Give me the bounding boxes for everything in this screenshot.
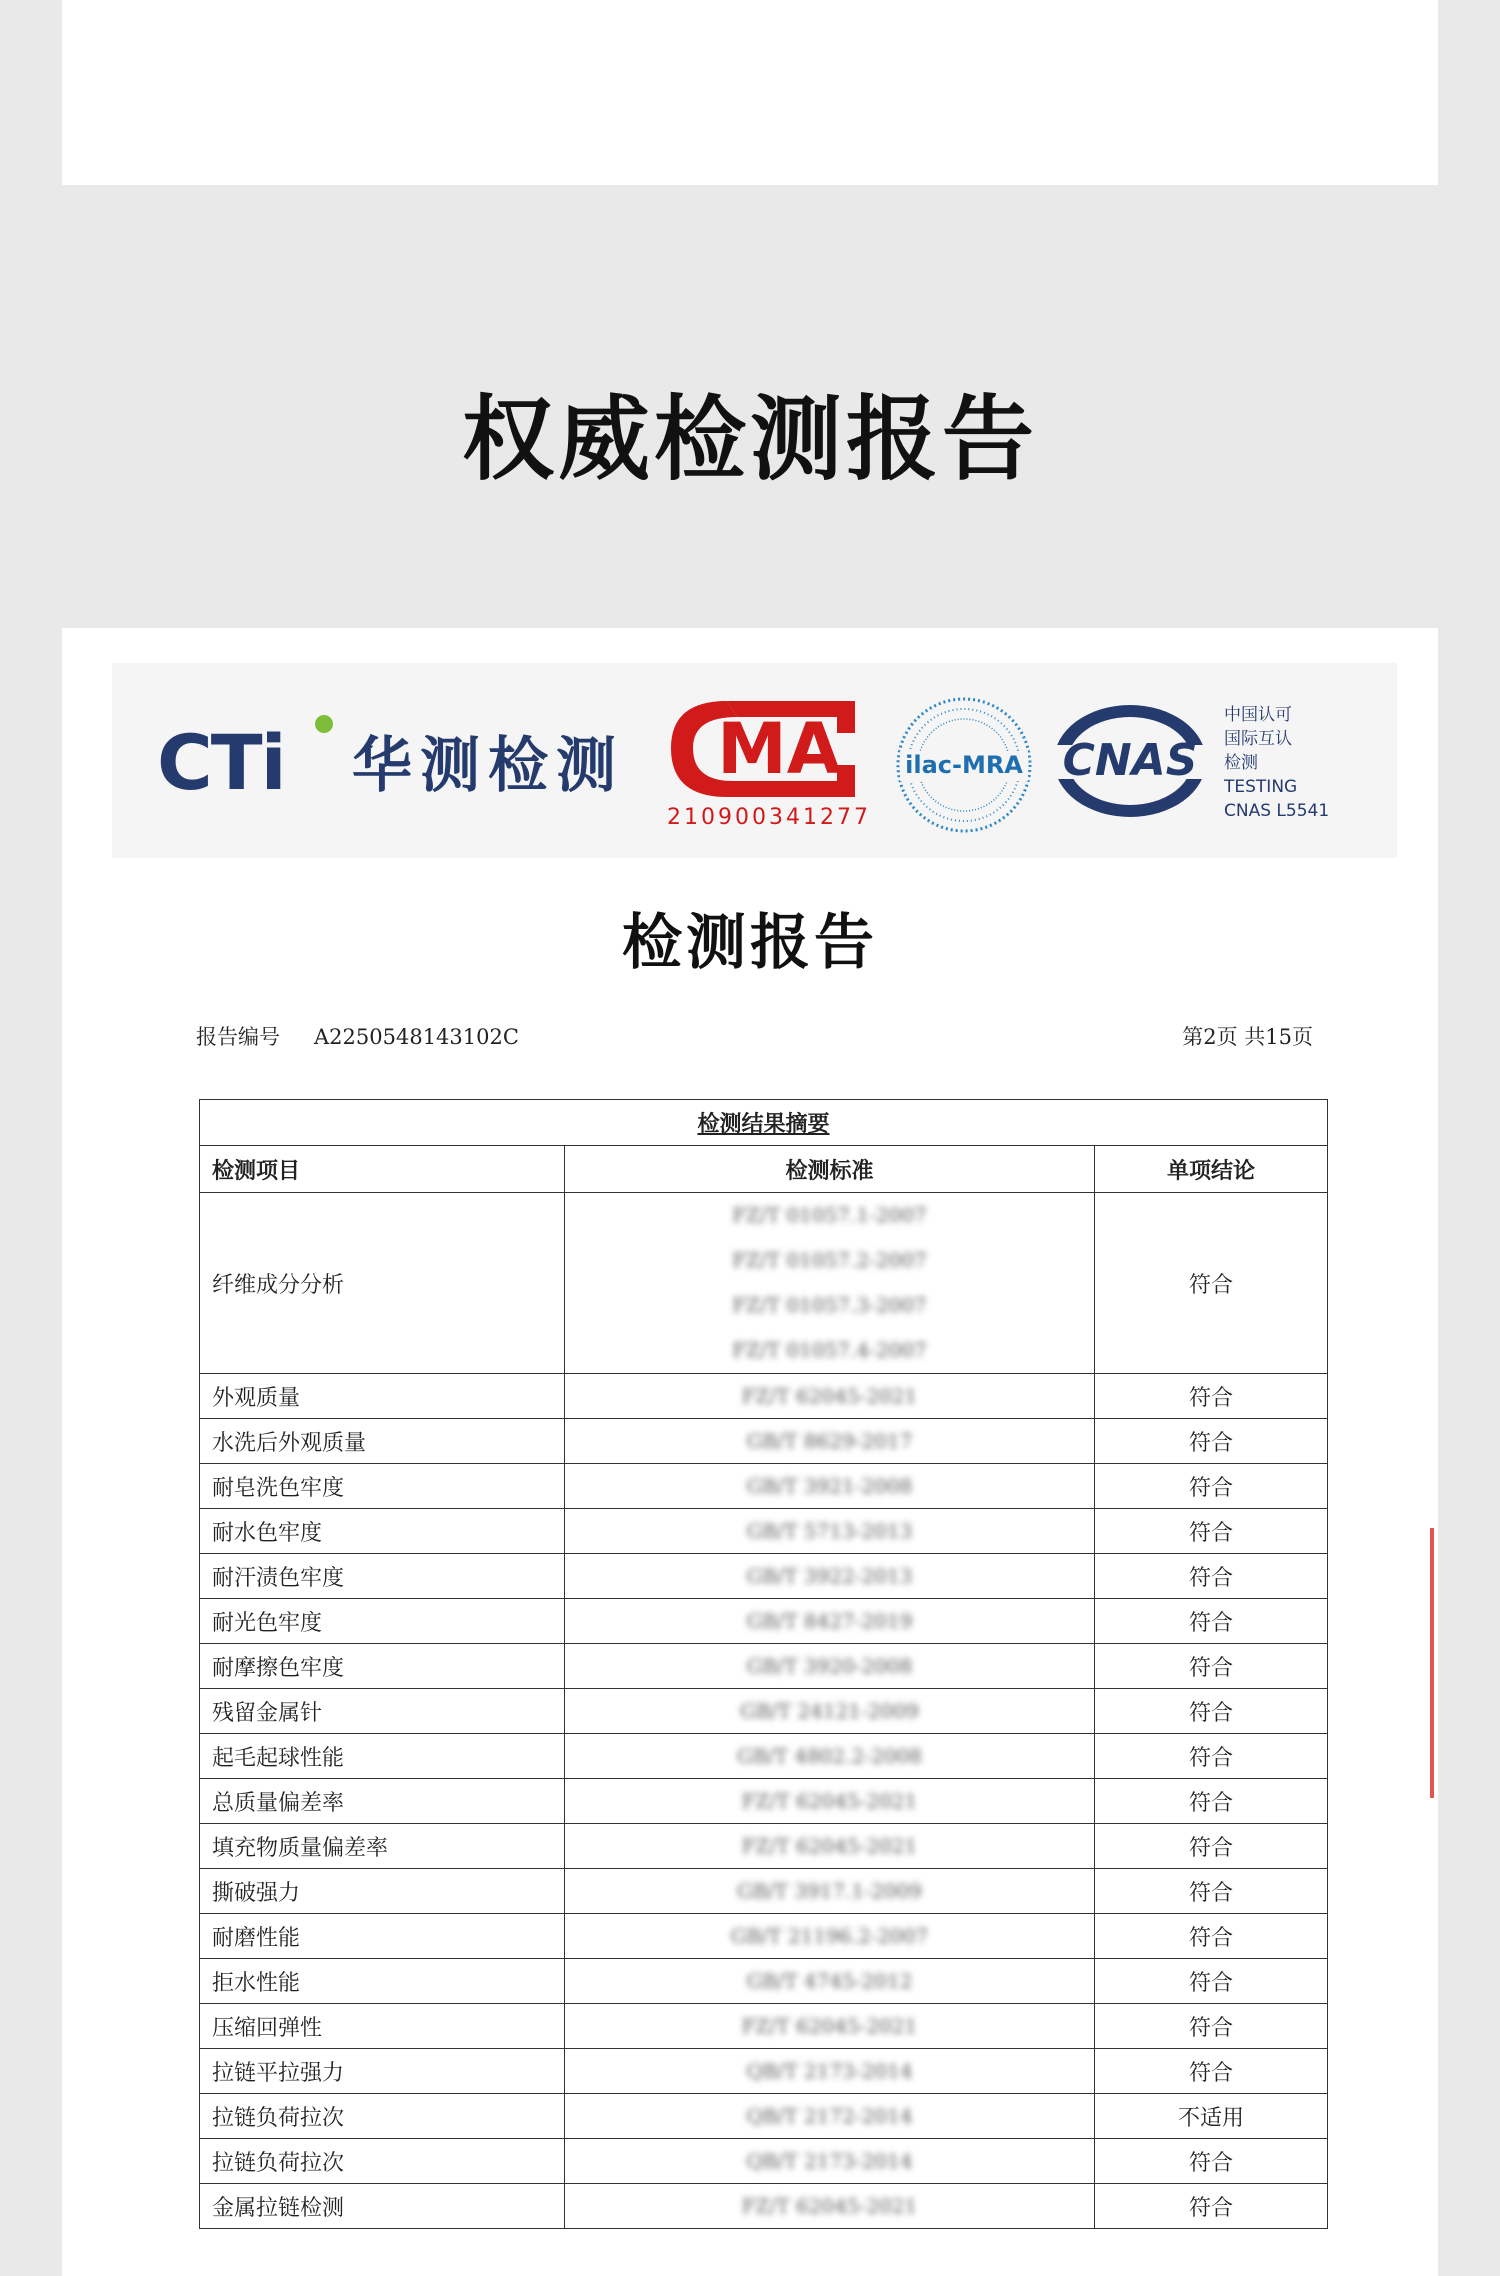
- row-standard: GB/T 8629-2017: [565, 1419, 1095, 1464]
- row-item: 外观质量: [200, 1374, 565, 1419]
- table-row: [200, 1374, 1328, 1419]
- row-standard: GB/T 8427-2019: [565, 1599, 1095, 1644]
- table-row: [200, 2094, 1328, 2139]
- row-standard: FZ/T 62045-2021: [565, 2004, 1095, 2049]
- row-item: 耐磨性能: [200, 1914, 565, 1959]
- row-item: 水洗后外观质量: [200, 1419, 565, 1464]
- row-standard: GB/T 3922-2013: [565, 1554, 1095, 1599]
- cma-logo: [667, 693, 871, 835]
- row-standard: FZ/T 62045-2021: [565, 1374, 1095, 1419]
- svg-text:ilac-MRA: ilac-MRA: [905, 751, 1023, 779]
- ilac-mra-logo: [894, 695, 1034, 835]
- row-item: 拉链平拉强力: [200, 2049, 565, 2094]
- row-item: 残留金属针: [200, 1689, 565, 1734]
- row-standard: GB/T 24121-2009: [565, 1689, 1095, 1734]
- row-item: 耐摩擦色牢度: [200, 1644, 565, 1689]
- row-result: 符合: [1095, 1779, 1328, 1824]
- table-row: [200, 1869, 1328, 1914]
- row-result: 不适用: [1095, 2094, 1328, 2139]
- row-result: 符合: [1095, 2004, 1328, 2049]
- row-item: 压缩回弹性: [200, 2004, 565, 2049]
- cti-logo: CTi: [157, 718, 285, 807]
- cti-logo-dot: [315, 715, 333, 733]
- table-row: [200, 1779, 1328, 1824]
- row-item: 金属拉链检测: [200, 2184, 565, 2229]
- row-result: 符合: [1095, 1464, 1328, 1509]
- table-row: [200, 1689, 1328, 1734]
- table-row: [200, 2184, 1328, 2229]
- row-standard: FZ/T 62045-2021: [565, 1779, 1095, 1824]
- row-result: 符合: [1095, 1193, 1328, 1374]
- row-standard: GB/T 3917.1-2009: [565, 1869, 1095, 1914]
- table-header-row: [200, 1146, 1328, 1193]
- table-row: [200, 1509, 1328, 1554]
- row-item: 撕破强力: [200, 1869, 565, 1914]
- row-item: 耐皂洗色牢度: [200, 1464, 565, 1509]
- row-standard: GB/T 4745-2012: [565, 1959, 1095, 2004]
- section-heading: 权威检测报告: [461, 386, 1038, 493]
- table-row: [200, 1193, 1328, 1374]
- row-item: 纤维成分分析: [200, 1193, 565, 1374]
- row-result: 符合: [1095, 2049, 1328, 2094]
- previous-card: [62, 0, 1438, 185]
- header-standard: 检测标准: [565, 1146, 1095, 1193]
- row-standard: GB/T 3920-2008: [565, 1644, 1095, 1689]
- row-item: 拉链负荷拉次: [200, 2094, 565, 2139]
- row-result: 符合: [1095, 1734, 1328, 1779]
- row-result: 符合: [1095, 1644, 1328, 1689]
- results-table: [199, 1099, 1328, 2229]
- table-row: [200, 2139, 1328, 2184]
- report-number-label: 报告编号: [196, 1025, 280, 1049]
- row-item: 填充物质量偏差率: [200, 1824, 565, 1869]
- cti-logo-chinese: 华测检测: [352, 731, 624, 801]
- header-result: 单项结论: [1095, 1146, 1328, 1193]
- svg-text:MA: MA: [717, 708, 841, 790]
- table-row: [200, 2004, 1328, 2049]
- row-standard: GB/T 4802.2-2008: [565, 1734, 1095, 1779]
- table-row: [200, 1464, 1328, 1509]
- row-item: 耐光色牢度: [200, 1599, 565, 1644]
- report-number: [196, 1021, 519, 1051]
- row-item: 起毛起球性能: [200, 1734, 565, 1779]
- row-result: 符合: [1095, 1599, 1328, 1644]
- svg-text:CNAS: CNAS: [1062, 735, 1198, 786]
- row-result: 符合: [1095, 1419, 1328, 1464]
- header-item: 检测项目: [200, 1146, 565, 1193]
- seal-stamp-edge: [1430, 1528, 1438, 1798]
- logo-band: [112, 663, 1397, 858]
- page-info: 第2页 共15页: [1182, 1025, 1313, 1049]
- report-image: [62, 628, 1438, 2276]
- row-result: 符合: [1095, 1824, 1328, 1869]
- row-item: 耐汗渍色牢度: [200, 1554, 565, 1599]
- row-result: 符合: [1095, 1374, 1328, 1419]
- row-result: 符合: [1095, 1869, 1328, 1914]
- row-standard: FZ/T 01057.1-2007 FZ/T 01057.2-2007 FZ/T 01057.3-2007 FZ/T 01057.4-2007: [565, 1193, 1095, 1374]
- table-row: [200, 1644, 1328, 1689]
- row-result: 符合: [1095, 2139, 1328, 2184]
- row-result: 符合: [1095, 1509, 1328, 1554]
- table-row: [200, 1959, 1328, 2004]
- table-row: [200, 1914, 1328, 1959]
- row-result: 符合: [1095, 2184, 1328, 2229]
- row-result: 符合: [1095, 1914, 1328, 1959]
- cma-number: 210900341277: [667, 805, 871, 830]
- row-standard: QB/T 2173-2014: [565, 2139, 1095, 2184]
- row-item: 拒水性能: [200, 1959, 565, 2004]
- row-item: 耐水色牢度: [200, 1509, 565, 1554]
- table-row: [200, 2049, 1328, 2094]
- row-standard: FZ/T 62045-2021: [565, 1824, 1095, 1869]
- table-row: [200, 1419, 1328, 1464]
- row-standard: GB/T 3921-2008: [565, 1464, 1095, 1509]
- row-standard: GB/T 21196.2-2007: [565, 1914, 1095, 1959]
- row-standard: QB/T 2173-2014: [565, 2049, 1095, 2094]
- row-standard: QB/T 2172-2014: [565, 2094, 1095, 2139]
- report-number-value: A2250548143102C: [314, 1025, 519, 1049]
- row-result: 符合: [1095, 1554, 1328, 1599]
- cnas-info: 中国认可 国际互认 检测 TESTING CNAS L5541: [1224, 705, 1330, 821]
- table-row: [200, 1599, 1328, 1644]
- table-row: [200, 1554, 1328, 1599]
- row-standard: FZ/T 62045-2021: [565, 2184, 1095, 2229]
- row-standard: GB/T 5713-2013: [565, 1509, 1095, 1554]
- row-result: 符合: [1095, 1689, 1328, 1734]
- table-row: [200, 1734, 1328, 1779]
- table-caption: 检测结果摘要: [200, 1100, 1328, 1146]
- report-title: 检测报告: [622, 908, 878, 978]
- row-item: 总质量偏差率: [200, 1779, 565, 1824]
- row-item: 拉链负荷拉次: [200, 2139, 565, 2184]
- table-row: [200, 1824, 1328, 1869]
- row-result: 符合: [1095, 1959, 1328, 2004]
- cnas-logo: [1050, 701, 1210, 821]
